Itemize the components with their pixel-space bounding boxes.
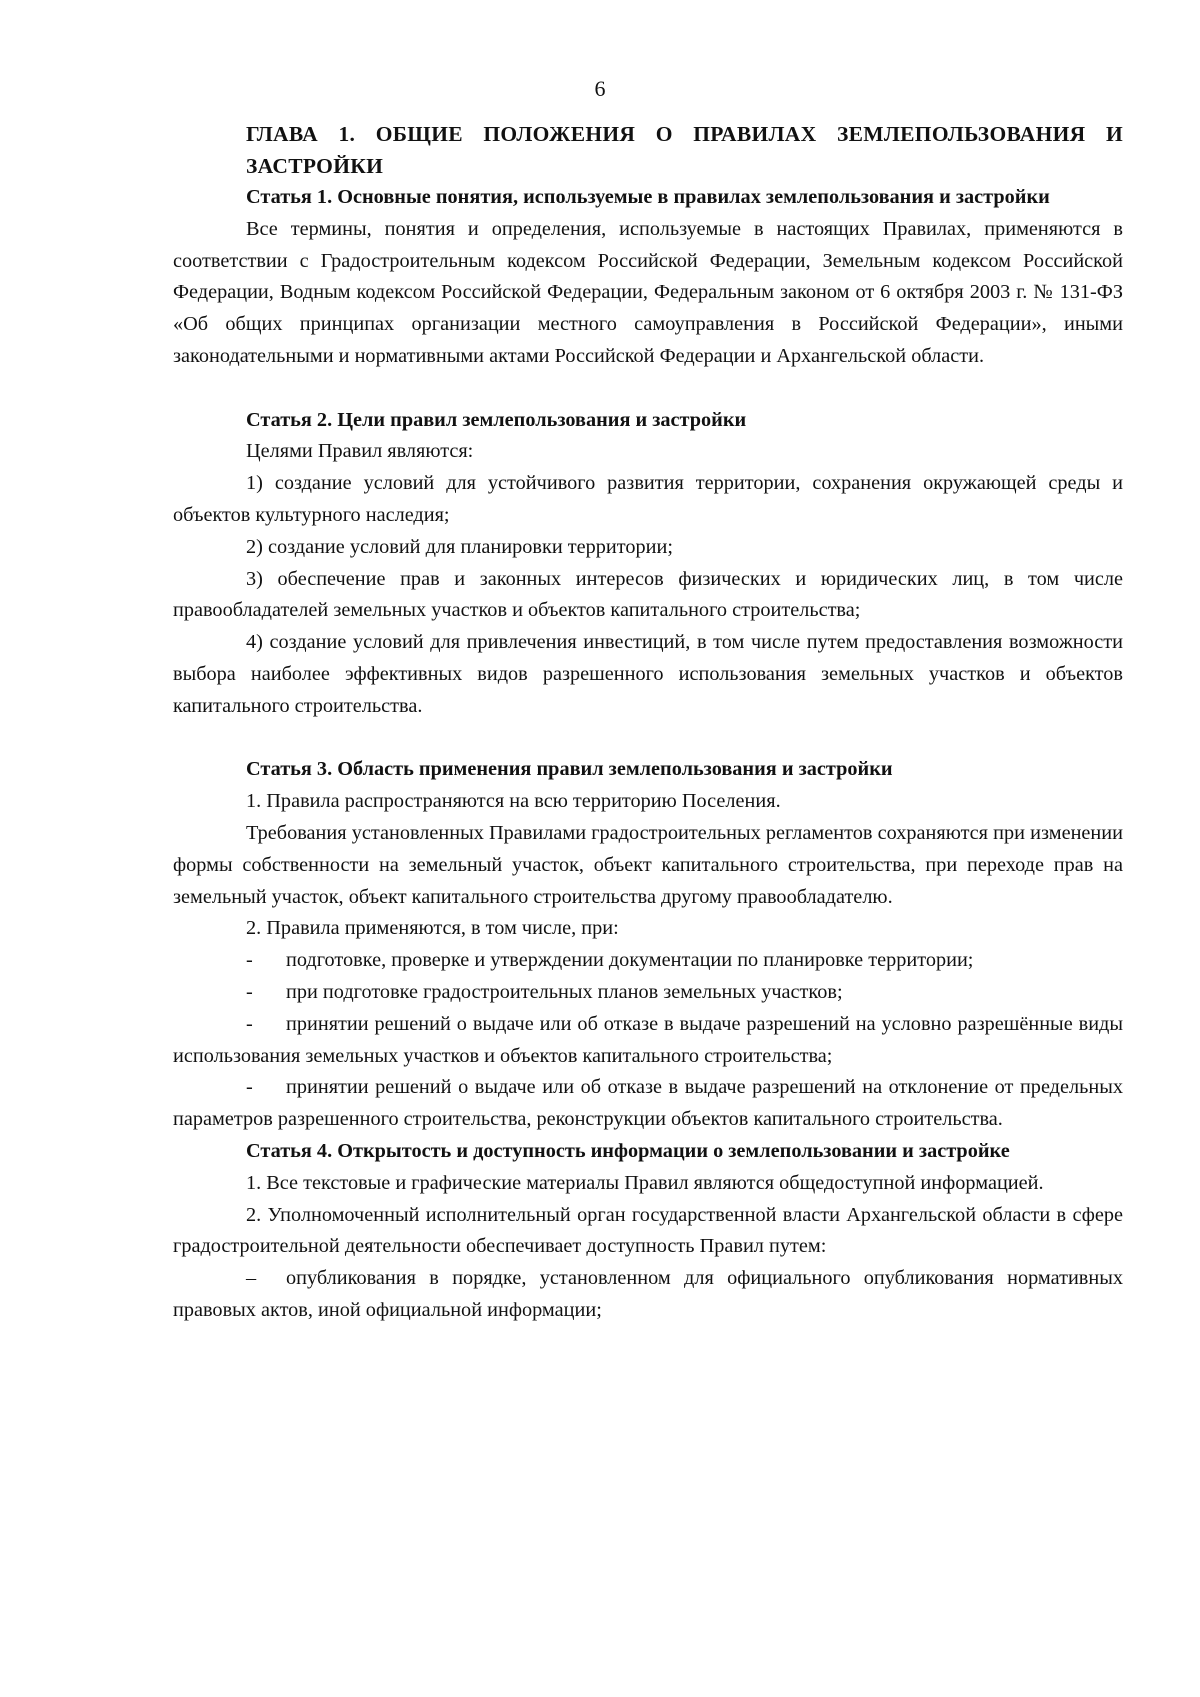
article-3-list-item bbox=[173, 977, 1123, 1009]
article-1-text: Все термины, понятия и определения, используемые в настоящих Правилах, применяются в соответствии с Градостроительным кодексом Российской Федерации, Земельным кодексом Российской Федерации, Водным кодексом Российской Федерации, Федеральным законом от 6 октября 2003 г. № 131-ФЗ «Об общих принципах организации местного самоуправления в Российской Федерации», иными законодательными и нормативными актами Российской Федерации и Архангельской области. bbox=[173, 217, 1123, 367]
list-item-text: принятии решений о выдаче или об отказе в выдаче разрешений на условно разрешённые виды использования земельных участков и объектов капитального строительства; bbox=[173, 1012, 1123, 1067]
article-2-title: Статья 2. Цели правил землепользования и застройки bbox=[246, 408, 747, 431]
dash-marker: - bbox=[246, 949, 253, 972]
article-4-paragraph-1: 1. Все текстовые и графические материалы Правил являются общедоступной информацией. bbox=[246, 1171, 1044, 1194]
document-body bbox=[173, 118, 1123, 1327]
dash-marker: - bbox=[246, 1076, 253, 1099]
article-2-item: 2) создание условий для планировки территории; bbox=[246, 535, 673, 558]
article-3-list-item bbox=[173, 1072, 1123, 1136]
article-2-item: 1) создание условий для устойчивого развития территории, сохранения окружающей среды и объектов культурного наследия; bbox=[173, 472, 1123, 526]
article-3-paragraph-1: 1. Правила распространяются на всю территорию Поселения. bbox=[246, 790, 781, 813]
dash-marker: - bbox=[246, 1012, 253, 1035]
article-4-list-item bbox=[173, 1263, 1123, 1327]
spacer bbox=[173, 723, 1123, 755]
article-3-list-item bbox=[173, 1009, 1123, 1073]
chapter-title: ГЛАВА 1. ОБЩИЕ ПОЛОЖЕНИЯ О ПРАВИЛАХ ЗЕМЛЕПОЛЬЗОВАНИЯ И ЗАСТРОЙКИ bbox=[246, 122, 1123, 178]
article-4-paragraph-2: 2. Уполномоченный исполнительный орган государственной власти Архангельской области в сфере градостроительной деятельности обеспечивает доступность Правил путем: bbox=[173, 1203, 1123, 1258]
article-3-paragraph-3: 2. Правила применяются, в том числе, при: bbox=[246, 917, 619, 940]
article-2-intro: Целями Правил являются: bbox=[246, 440, 474, 463]
list-item-text: подготовке, проверке и утверждении документации по планировке территории; bbox=[286, 949, 974, 972]
spacer bbox=[173, 373, 1123, 405]
page-number: 6 bbox=[594, 76, 606, 101]
article-3-title: Статья 3. Область применения правил землепользования и застройки bbox=[246, 758, 893, 781]
article-2-item: 3) обеспечение прав и законных интересов физических и юридических лиц, в том числе правообладателей земельных участков и объектов капитального строительства; bbox=[173, 567, 1123, 622]
article-4-title: Статья 4. Открытость и доступность информации о землепользовании и застройке bbox=[246, 1139, 1010, 1162]
article-3-list-item bbox=[173, 945, 1123, 977]
article-2-item: 4) создание условий для привлечения инвестиций, в том числе путем предоставления возможности выбора наиболее эффективных видов разрешенного использования земельных участков и объектов капитального строительства. bbox=[173, 631, 1123, 717]
list-item-text: опубликования в порядке, установленном для официального опубликования нормативных правовых актов, иной официальной информации; bbox=[173, 1267, 1123, 1321]
article-1-title: Статья 1. Основные понятия, используемые в правилах землепользования и застройки bbox=[246, 186, 1050, 208]
article-3-paragraph-2: Требования установленных Правилами градостроительных регламентов сохраняются при изменении формы собственности на земельный участок, объект капитального строительства, при переходе прав на земельный участок, объект капитального строительства другому правообладателю. bbox=[173, 821, 1123, 908]
dash-marker: – bbox=[246, 1267, 257, 1290]
list-item-text: принятии решений о выдаче или об отказе в выдаче разрешений на отклонение от предельных параметров разрешенного строительства, реконструкции объектов капитального строительства. bbox=[173, 1076, 1123, 1131]
dash-marker: - bbox=[246, 980, 253, 1003]
list-item-text: при подготовке градостроительных планов земельных участков; bbox=[286, 980, 843, 1003]
